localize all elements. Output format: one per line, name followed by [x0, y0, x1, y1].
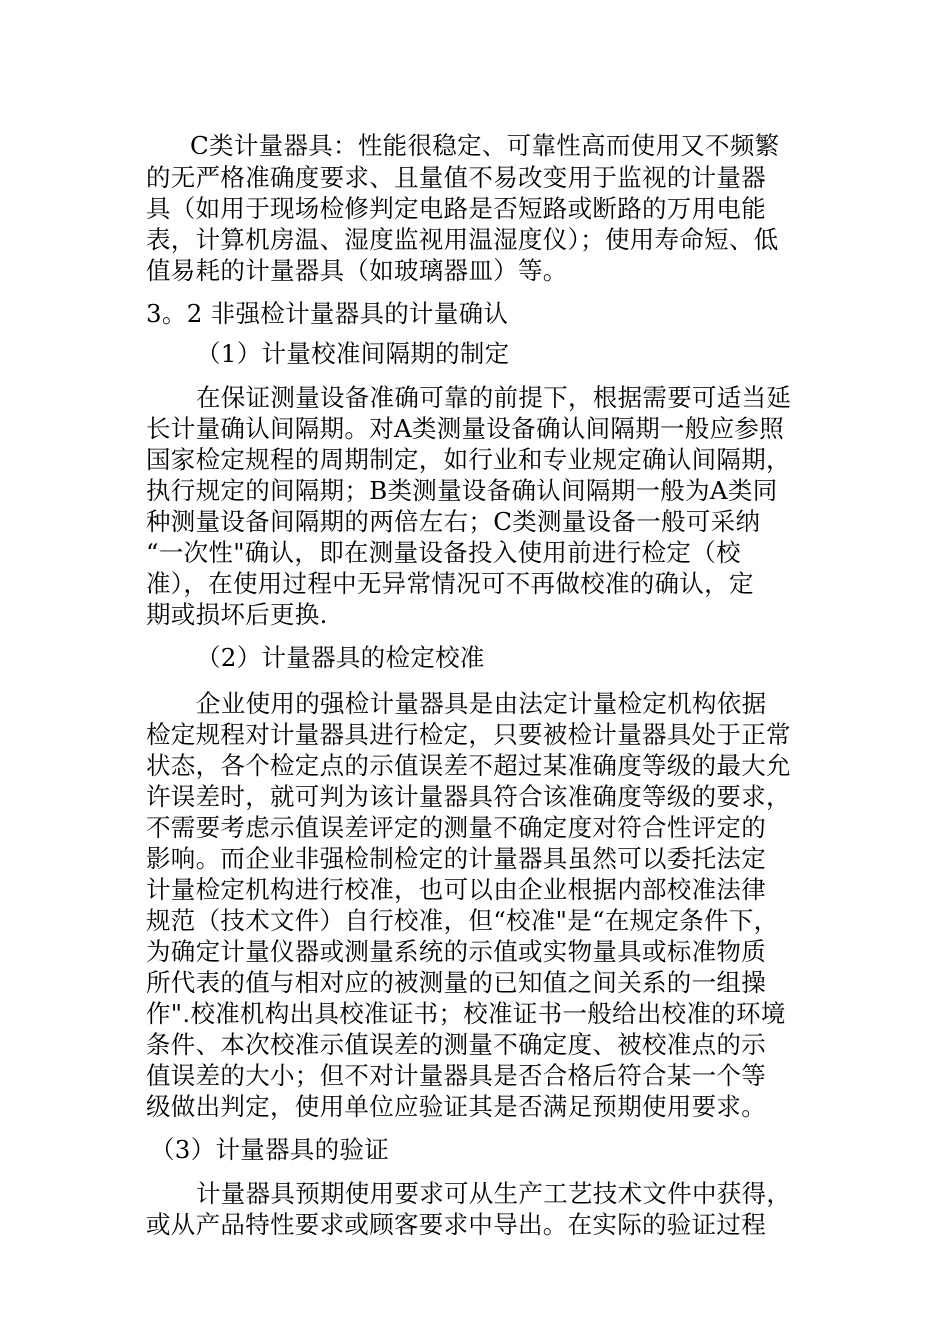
- paragraph-line: 许误差时，就可判为该计量器具符合该准确度等级的要求，: [146, 782, 791, 811]
- paragraph-line: 条件、本次校准示值误差的测量不确定度、被校准点的示: [146, 1030, 766, 1059]
- paragraph-line: 级做出判定，使用单位应验证其是否满足预期使用要求。: [146, 1092, 766, 1121]
- paragraph-line: 状态，各个检定点的示值误差不超过某准确度等级的最大允: [146, 751, 791, 780]
- paragraph-line: 规范（技术文件）自行校准，但“校准"是“在规定条件下，: [146, 906, 779, 935]
- paragraph-line: 所代表的值与相对应的被测量的已知值之间关系的一组操: [146, 968, 766, 997]
- paragraph-line: 为确定计量仪器或测量系统的示值或实物量具或标准物质: [146, 937, 766, 966]
- paragraph-line: 的无严格准确度要求、且量值不易改变用于监视的计量器: [146, 163, 766, 192]
- paragraph-line: 不需要考虑示值误差评定的测量不确定度对符合性评定的: [146, 813, 766, 842]
- paragraph-line: 准），在使用过程中无异常情况可不再做校准的确认，定: [146, 569, 754, 598]
- paragraph-line: 作".校准机构出具校准证书；校准证书一般给出校准的环境: [146, 999, 786, 1028]
- subsection-heading: （2）计量器具的检定校准: [196, 643, 485, 672]
- paragraph-line: “一次性"确认，即在测量设备投入使用前进行检定（校: [146, 538, 741, 567]
- paragraph-line: 表，计算机房温、湿度监视用温湿度仪）；使用寿命短、低: [146, 225, 779, 254]
- subsection-heading: （3）计量器具的验证: [150, 1135, 390, 1164]
- paragraph-line: 具（如用于现场检修判定电路是否短路或断路的万用电能: [146, 194, 766, 223]
- paragraph-line: 国家检定规程的周期制定，如行业和专业规定确认间隔期，: [146, 445, 791, 474]
- paragraph-line: 检定规程对计量器具进行检定，只要被检计量器具处于正常: [146, 720, 791, 749]
- paragraph-line: 值误差的大小；但不对计量器具是否合格后符合某一个等: [146, 1061, 766, 1090]
- paragraph-line: 计量检定机构进行校准，也可以由企业根据内部校准法律: [146, 875, 766, 904]
- paragraph-line: 或从产品特性要求或顾客要求中导出。在实际的验证过程: [146, 1210, 766, 1239]
- paragraph-line: 长计量确认间隔期。对A类测量设备确认间隔期一般应参照: [146, 414, 784, 443]
- paragraph-line: 种测量设备间隔期的两倍左右；C类测量设备一般可采纳: [146, 507, 761, 536]
- paragraph-line: 期或损坏后更换.: [146, 600, 328, 629]
- paragraph-line: 计量器具预期使用要求可从生产工艺技术文件中获得，: [196, 1179, 792, 1208]
- paragraph-line: 值易耗的计量器具（如玻璃器皿）等。: [146, 256, 568, 285]
- section-heading: 3。2 非强检计量器具的计量确认: [146, 299, 509, 328]
- paragraph-line: 执行规定的间隔期；B类测量设备确认间隔期一般为A类同: [146, 476, 778, 505]
- paragraph-line: 企业使用的强检计量器具是由法定计量检定机构依据: [196, 689, 767, 718]
- paragraph-line: 在保证测量设备准确可靠的前提下，根据需要可适当延: [196, 383, 792, 412]
- paragraph-line: C类计量器具：性能很稳定、可靠性高而使用又不频繁: [190, 131, 780, 160]
- paragraph-line: 影响。而企业非强检制检定的计量器具虽然可以委托法定: [146, 844, 766, 873]
- subsection-heading: （1）计量校准间隔期的制定: [196, 339, 510, 368]
